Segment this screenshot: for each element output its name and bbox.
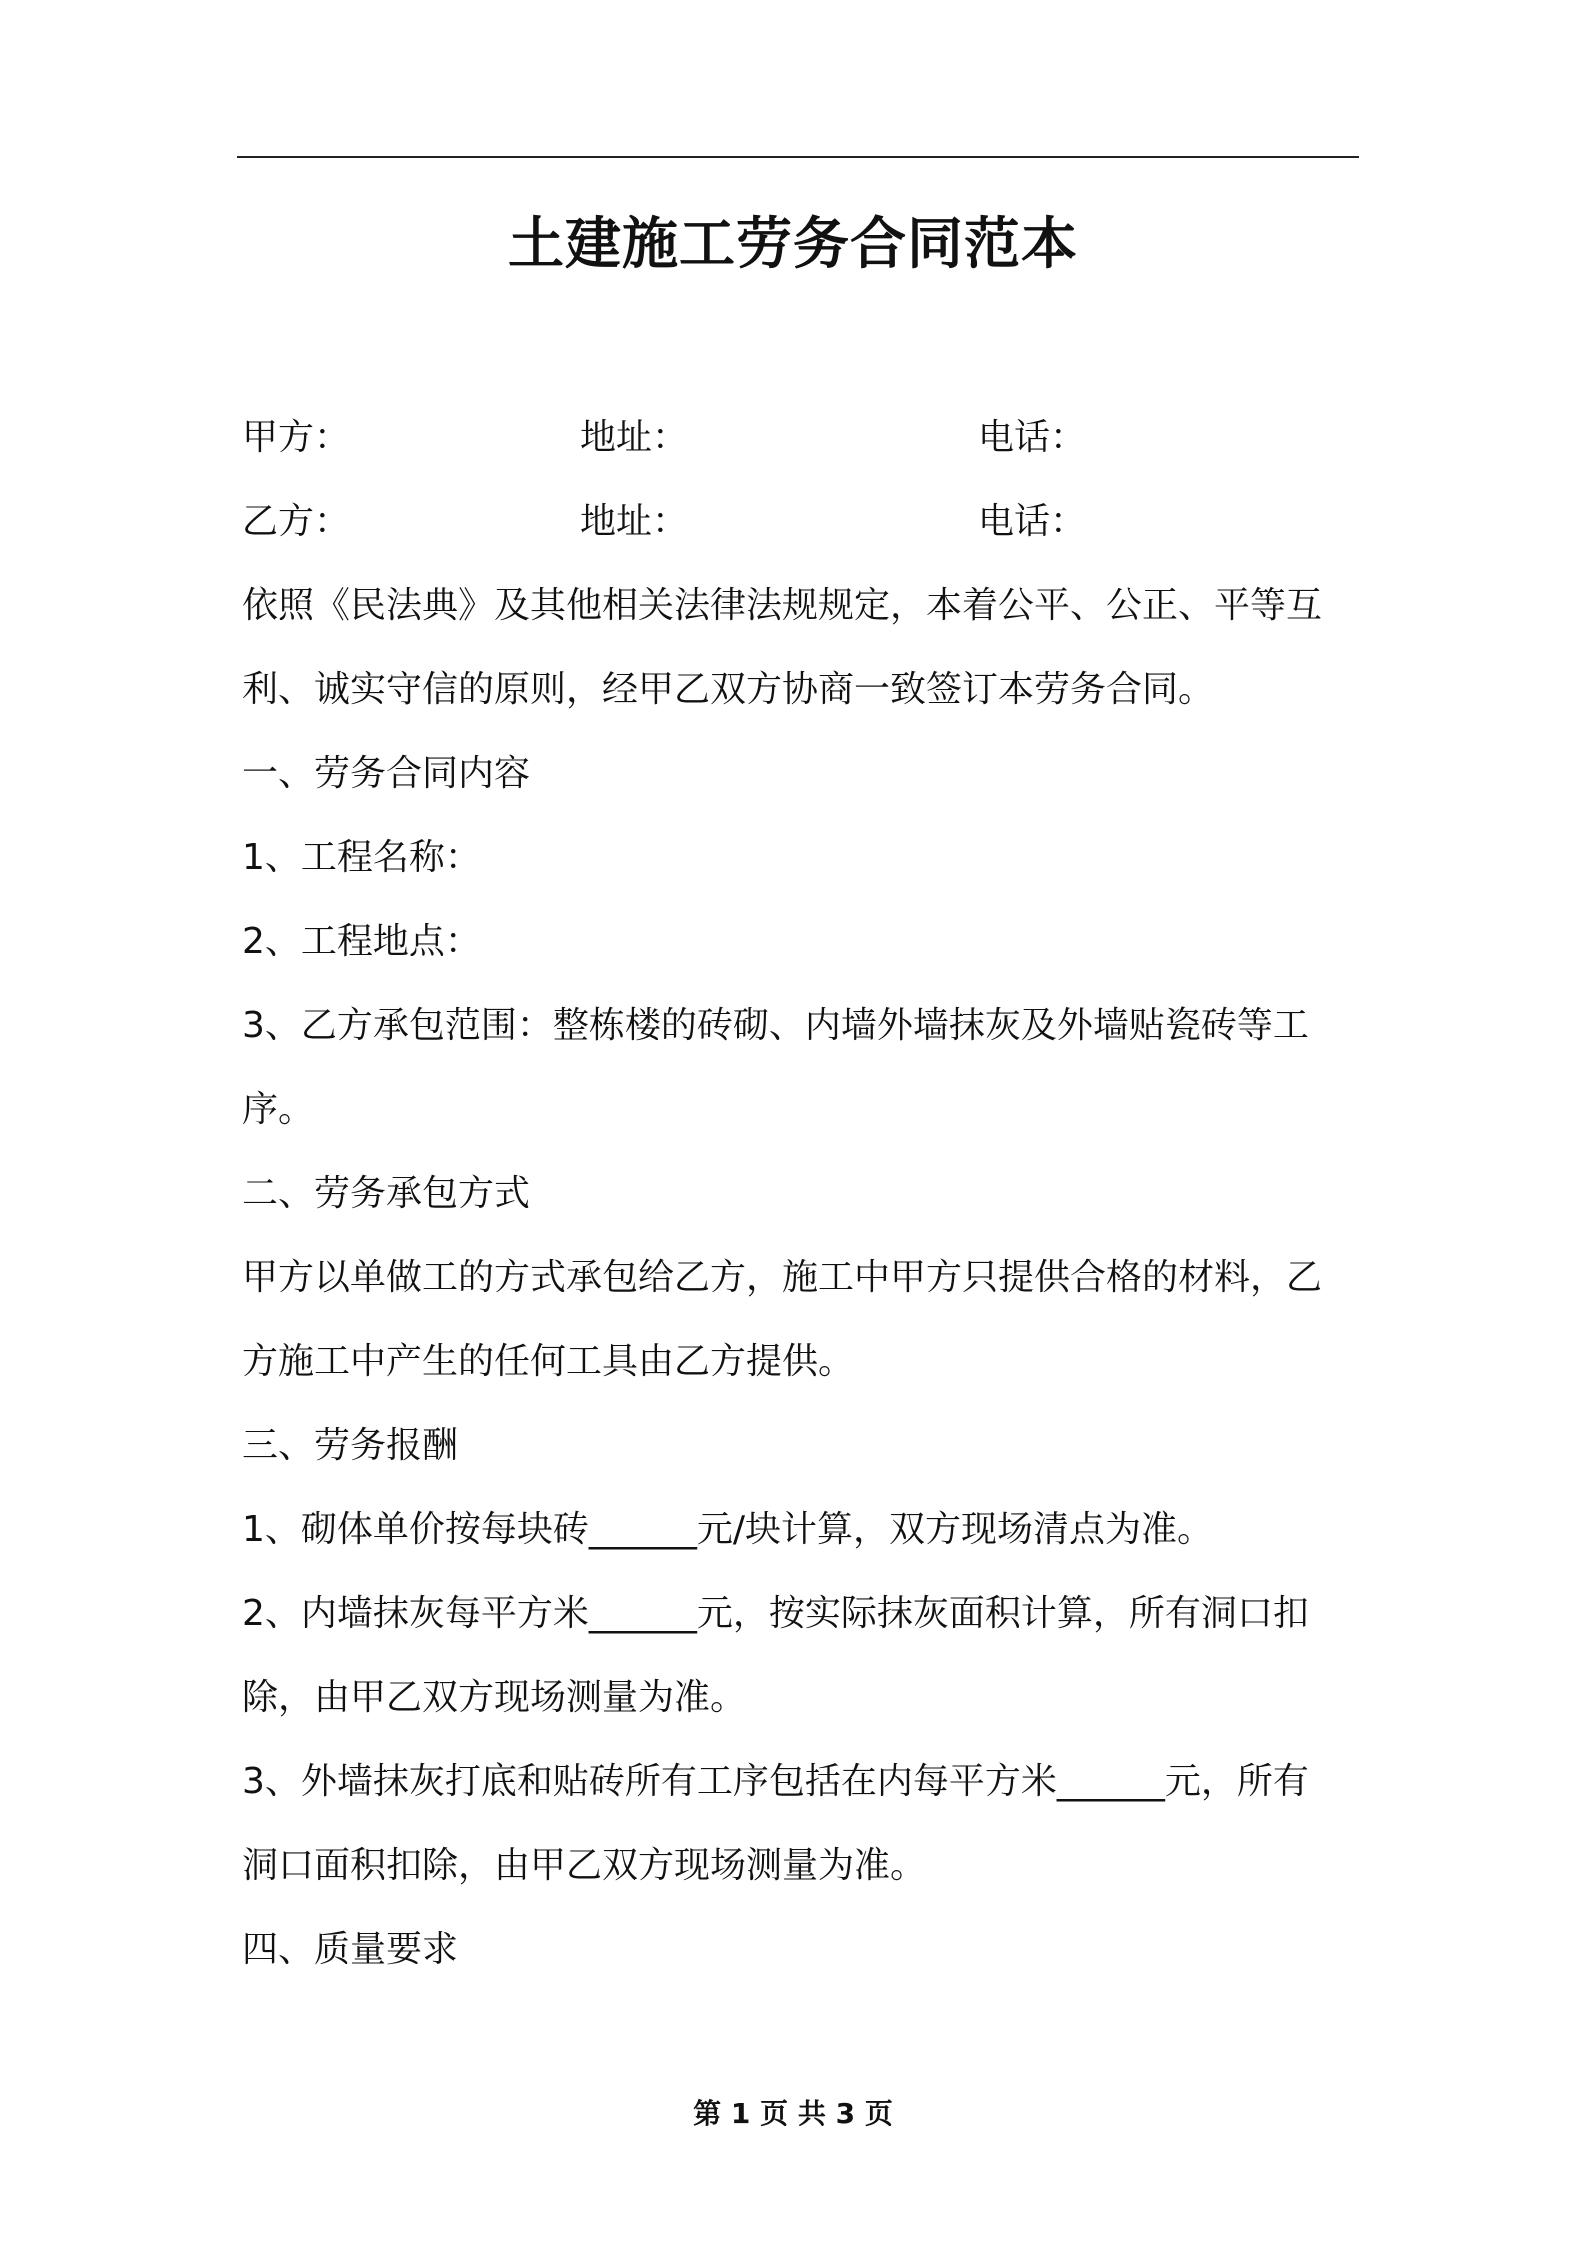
clause-method-line-1: 甲方以单做工的方式承包给乙方，施工中甲方只提供合格的材料，乙 [242, 1257, 1323, 1298]
clause-scope-line-1: 3、乙方承包范围：整栋楼的砖砌、内墙外墙抹灰及外墙贴瓷砖等工 [242, 1005, 1309, 1046]
clause-method-line-2: 方施工中产生的任何工具由乙方提供。 [242, 1341, 855, 1382]
clause-interior-plaster-line-2: 除，由甲乙双方现场测量为准。 [242, 1677, 747, 1718]
section-heading-1: 一、劳务合同内容 [242, 753, 531, 794]
preamble-line-1: 依照《民法典》及其他相关法律法规规定，本着公平、公正、平等互 [242, 585, 1323, 626]
preamble-line-2: 利、诚实守信的原则，经甲乙双方协商一致签订本劳务合同。 [242, 669, 1215, 710]
clause-project-name: 1、工程名称： [242, 837, 481, 878]
clause-exterior-plaster-line-1: 3、外墙抹灰打底和贴砖所有工序包括在内每平方米______元，所有 [242, 1761, 1309, 1802]
clause-scope-line-2: 序。 [242, 1089, 315, 1130]
party-b-phone-label: 电话： [978, 501, 1087, 542]
clause-interior-plaster-line-1: 2、内墙抹灰每平方米______元，按实际抹灰面积计算，所有洞口扣 [242, 1593, 1309, 1634]
clause-masonry-rate: 1、砌体单价按每块砖______元/块计算，双方现场清点为准。 [242, 1509, 1214, 1550]
party-b-address-label: 地址： [580, 501, 689, 542]
party-a-phone-label: 电话： [978, 417, 1087, 458]
document-title: 土建施工劳务合同范本 [508, 212, 1078, 277]
party-a-label: 甲方： [242, 417, 351, 458]
page-footer: 第 1 页 共 3 页 [693, 2097, 893, 2130]
section-heading-2: 二、劳务承包方式 [242, 1173, 531, 1214]
section-heading-3: 三、劳务报酬 [242, 1425, 459, 1466]
party-b-label: 乙方： [242, 501, 351, 542]
header-rule [237, 156, 1359, 158]
clause-exterior-plaster-line-2: 洞口面积扣除，由甲乙双方现场测量为准。 [242, 1845, 927, 1886]
party-b-row [242, 480, 1362, 564]
section-heading-4: 四、质量要求 [242, 1929, 459, 1970]
party-a-address-label: 地址： [580, 417, 689, 458]
document-body [242, 396, 1362, 1992]
party-a-row [242, 396, 1362, 480]
clause-project-location: 2、工程地点： [242, 921, 481, 962]
